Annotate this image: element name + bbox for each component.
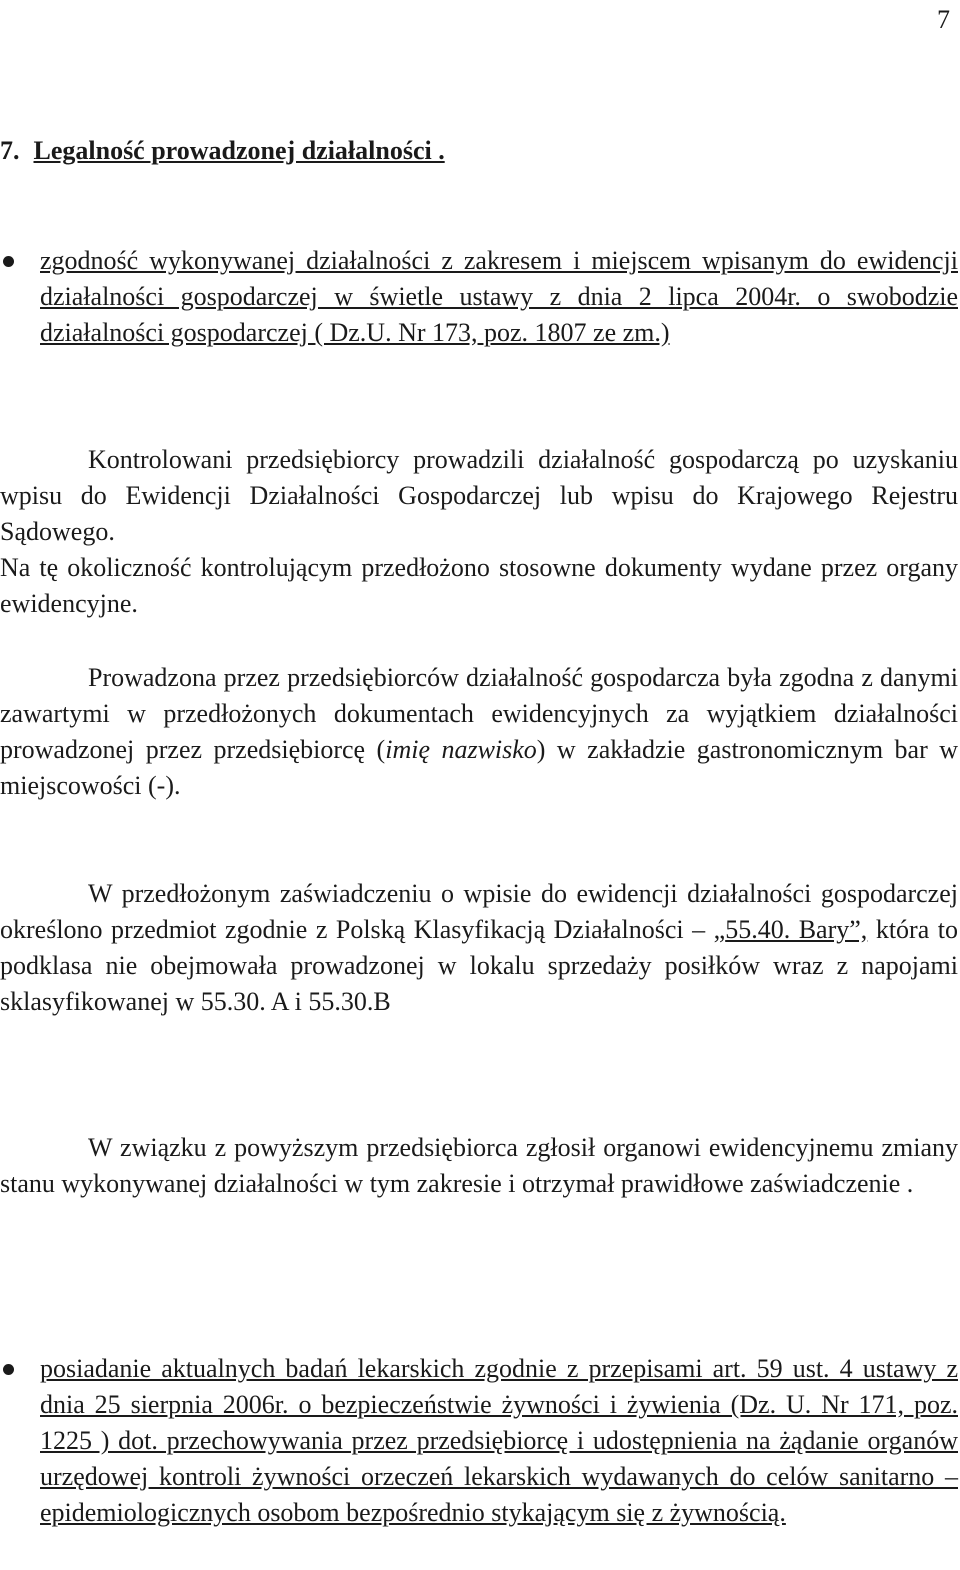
bullet-item-1 — [0, 243, 958, 351]
bullet-text-1: zgodność wykonywanej działalności z zakresem i miejscem wpisanym do ewidencji działalności gospodarczej w świetle ustawy z dnia 2 lipca 2004r. o swobodzie działalności gospodarczej ( Dz.U. Nr 173, poz. 1807 ze zm.) — [40, 246, 958, 347]
paragraph-classification — [0, 876, 958, 1020]
bullet-text-2: posiadanie aktualnych badań lekarskich zgodnie z przepisami art. 59 ust. 4 ustawy z dnia 25 sierpnia 2006r. o bezpieczeństwie żywności i żywienia (Dz. U. Nr 171, poz. 1225 ) dot. przechowywania przez przedsiębiorcę i udostępnienia na żądanie organów urzędowej kontroli żywności orzeczeń lekarskich wydawanych do celów sanitarno – epidemiologicznych osobom bezpośrednio stykającym się z żywnością. — [40, 1354, 958, 1527]
bullet-icon — [3, 256, 14, 267]
classification-text-a: W przedłożonym zaświadczeniu o wpisie do ewidencji działalności gospodarczej określono przedmiot zgodnie z Polską Klasyfikacją Działalności – „ — [0, 879, 958, 944]
compliance-text-a: Prowadzona przez przedsiębiorców działalność gospodarcza była zgodna z danymi zawartymi w przedłożonych dokumentach ewidencyjnych za wyjątkiem działalności prowadzonej przez przedsiębiorcę ( — [0, 663, 958, 764]
bullet-icon — [3, 1364, 14, 1375]
compliance-italic: imię nazwisko — [385, 735, 537, 764]
classification-code: 55.40. Bary”, — [725, 915, 868, 944]
page-number: 7 — [937, 5, 950, 34]
compliance-text-b: ) w zakładzie gastronomicznym bar w miejscowości (-). — [0, 735, 958, 800]
bullet-item-2 — [0, 1351, 958, 1531]
section-heading — [0, 133, 445, 169]
paragraph-correction: W związku z powyższym przedsiębiorca zgłosił organowi ewidencyjnemu zmiany stanu wykonywanej działalności w tym zakresie i otrzymał prawidłowe zaświadczenie . — [0, 1133, 958, 1198]
paragraph-compliance — [0, 660, 958, 804]
section-title: Legalność prowadzonej działalności . — [33, 136, 445, 165]
section-number: 7. — [0, 136, 20, 165]
paragraph-registration: Kontrolowani przedsiębiorcy prowadzili działalność gospodarczą po uzyskaniu wpisu do Ewidencji Działalności Gospodarczej lub wpisu do Krajowego Rejestru Sądowego. — [0, 445, 958, 546]
paragraph-documents: Na tę okoliczność kontrolującym przedłożono stosowne dokumenty wydane przez organy ewidencyjne. — [0, 553, 958, 618]
classification-text-b: która to podklasa nie obejmowała prowadzonej w lokalu sprzedaży posiłków wraz z napojami sklasyfikowanej w 55.30. A i 55.30.B — [0, 915, 958, 1016]
